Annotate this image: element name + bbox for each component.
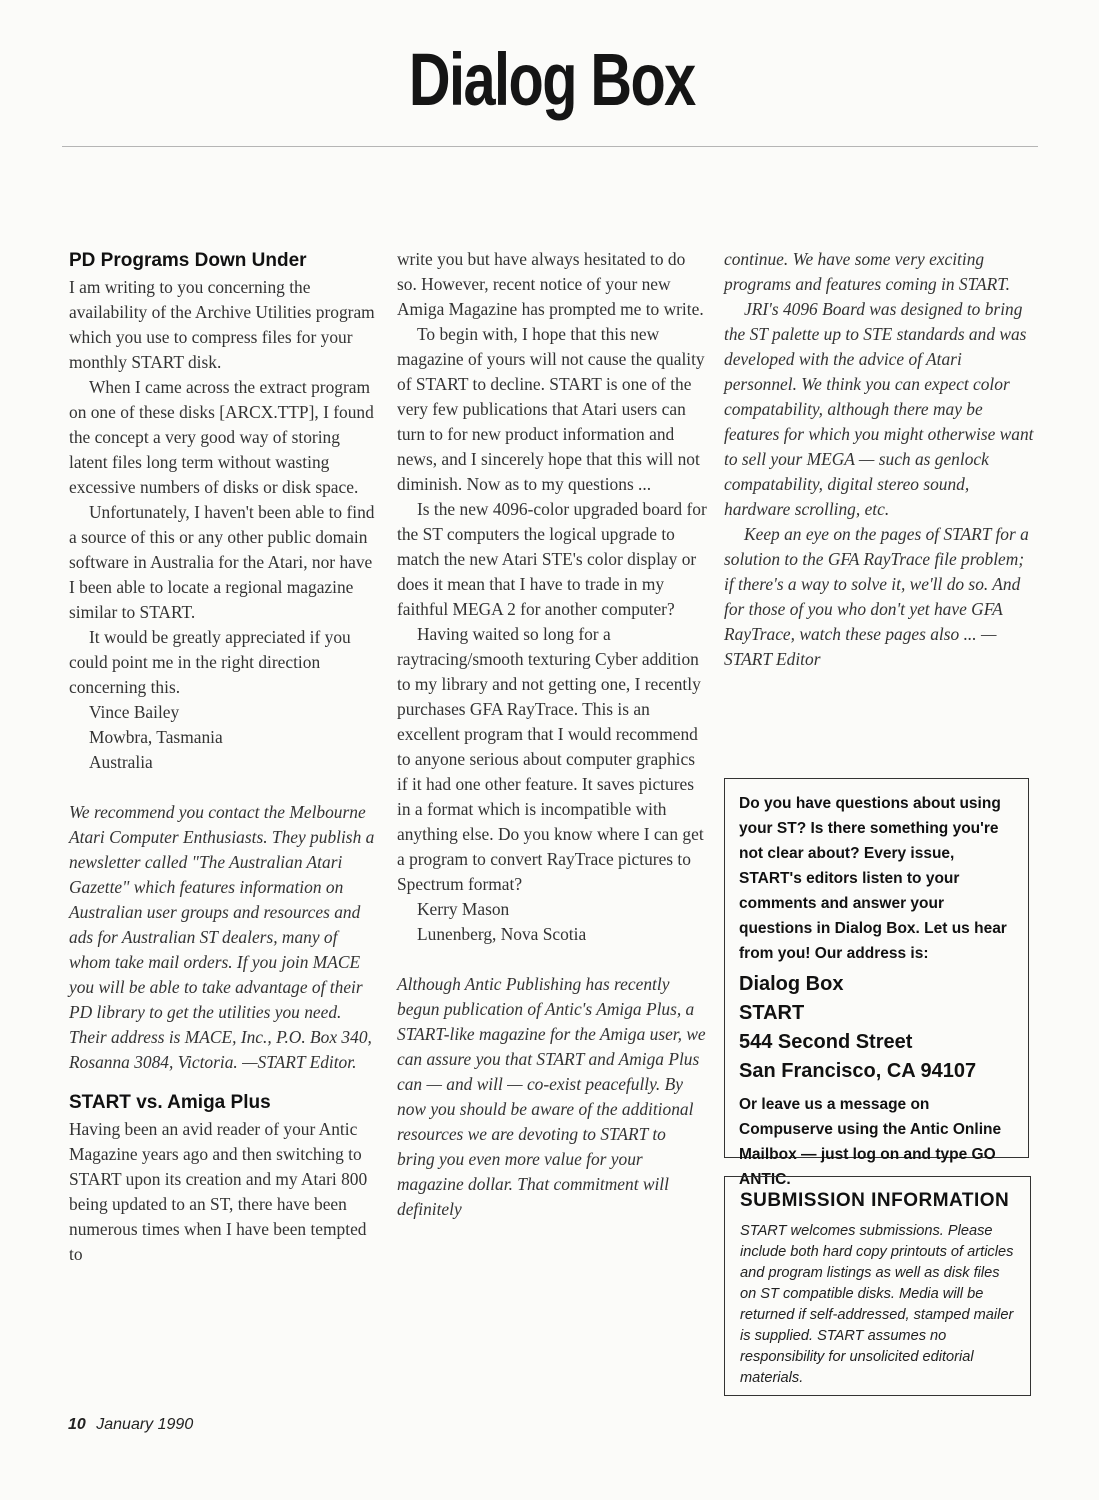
submission-title: SUBMISSION INFORMATION: [740, 1190, 1010, 1211]
page-title: Dialog Box: [408, 38, 695, 121]
address-line-1: Dialog Box: [739, 973, 844, 995]
letter1-signature-place: Mowbra, Tasmania: [89, 727, 223, 747]
questions-lead: Do you have questions about using your ST? Is there something you're not clear about? Every issue, START's editors listen to your comments and answer your questions in Dialog Box. Let us hear from you! Our address is:: [739, 795, 1007, 962]
page-footer: [68, 1416, 193, 1434]
letter2-signature-place: Lunenberg, Nova Scotia: [417, 924, 587, 944]
questions-compuserve: Or leave us a message on Compuserve using the Antic Online Mailbox — just log on and type GO ANTIC.: [739, 1096, 1002, 1188]
letter2-paragraph-1-cont: write you but have always hesitated to do so. However, recent notice of your new Amiga Magazine has prompted me to write.: [397, 249, 704, 319]
letter2-paragraph-4: Having waited so long for a raytracing/smooth texturing Cyber addition to my library and not getting one, I recently purchases GFA RayTrace. This is an excellent program that I would recommend to anyone serious about computer graphics if it had one other feature. It saves pictures in a format which is incompatible with anything else. Do you know where I can get a program to convert RayTrace pictures to Spectrum format?: [397, 624, 704, 894]
title-rule: [62, 146, 1038, 147]
letter2-signature-name: Kerry Mason: [417, 899, 510, 919]
editor-reply-2-cont: continue. We have some very exciting programs and features coming in START.: [724, 249, 1010, 294]
heading-start-vs-amiga: START vs. Amiga Plus: [69, 1092, 271, 1113]
letter1-paragraph-2: When I came across the extract program on one of these disks [ARCX.TTP], I found the concept a very good way of storing latent files long term without wasting excessive numbers of disks or disk space.: [69, 377, 374, 497]
issue-date: January 1990: [96, 1416, 194, 1433]
editor-reply-2-paragraph-3: Keep an eye on the pages of START for a solution to the GFA RayTrace file problem; if there's a way to solve it, we'll do so. And for those of you who don't yet have GFA RayTrace, watch these pages also ... —START Editor: [724, 524, 1029, 669]
heading-pd-programs: PD Programs Down Under: [69, 250, 307, 271]
letter2-paragraph-1: Having been an avid reader of your Antic Magazine years ago and then switching to START upon its creation and my Atari 800 being updated to an ST, there have been numerous times when I have been tempted to: [69, 1119, 368, 1264]
column-1: [69, 247, 379, 1267]
column-2: [397, 247, 707, 1222]
editor-reply-2: Although Antic Publishing has recently begun publication of Antic's Amiga Plus, a START-like magazine for the Amiga user, we can assure you that START and Amiga Plus can — and will — co-exist peacefully. By now you should be aware of the additional resources we are devoting to START to bring you even more value for your magazine dollar. That commitment will definitely: [397, 974, 706, 1219]
letter1-paragraph-4: It would be greatly appreciated if you could point me in the right direction concerning this.: [69, 627, 351, 697]
letter1-paragraph-1: I am writing to you concerning the availability of the Archive Utilities program which you use to compress files for your monthly START disk.: [69, 277, 375, 372]
letter1-signature-country: Australia: [89, 752, 153, 772]
column-3: [724, 247, 1034, 672]
editor-reply-1: We recommend you contact the Melbourne Atari Computer Enthusiasts. They publish a newsletter called "The Australian Atari Gazette" which features information on Australian user groups and resources and ads for Australian ST dealers, many of whom take mail orders. If you join MACE you will be able to take advantage of their PD library to get the utilities you need. Their address is MACE, Inc., P.O. Box 340, Rosanna 3084, Victoria. —START Editor.: [69, 802, 375, 1072]
letter1-signature-name: Vince Bailey: [89, 702, 180, 722]
page-number: 10: [68, 1416, 86, 1433]
questions-box: [724, 778, 1029, 1188]
editor-reply-2-paragraph-2: JRI's 4096 Board was designed to bring the ST palette up to STE standards and was developed with the advice of Atari personnel. We think you can expect color compatability, although there may be features for which you might otherwise want to sell your MEGA — such as genlock compatability, digital stereo sound, hardware scrolling, etc.: [724, 299, 1034, 519]
address-block: [739, 970, 1014, 1086]
submission-box: [724, 1176, 1031, 1396]
submission-body: START welcomes submissions. Please include both hard copy printouts of articles and program listings as well as disk files on ST compatible disks. Media will be returned if self-addressed, stamped mailer is supplied. START assumes no responsibility for unsolicited editorial materials.: [740, 1223, 1014, 1386]
letter1-paragraph-3: Unfortunately, I haven't been able to find a source of this or any other public domain software in Australia for the Atari, nor have I been able to locate a regional magazine similar to START.: [69, 502, 375, 622]
address-line-4: San Francisco, CA 94107: [739, 1060, 977, 1082]
address-line-2: START: [739, 1002, 805, 1024]
letter2-paragraph-3: Is the new 4096-color upgraded board for the ST computers the logical upgrade to match the new Atari STE's color display or does it mean that I have to trade in my faithful MEGA 2 for another computer?: [397, 499, 707, 619]
letter2-paragraph-2: To begin with, I hope that this new magazine of yours will not cause the quality of START to decline. START is one of the very few publications that Atari users can turn to for new product information and news, and I sincerely hope that this will not diminish. Now as to my questions ...: [397, 324, 705, 494]
address-line-3: 544 Second Street: [739, 1031, 913, 1053]
